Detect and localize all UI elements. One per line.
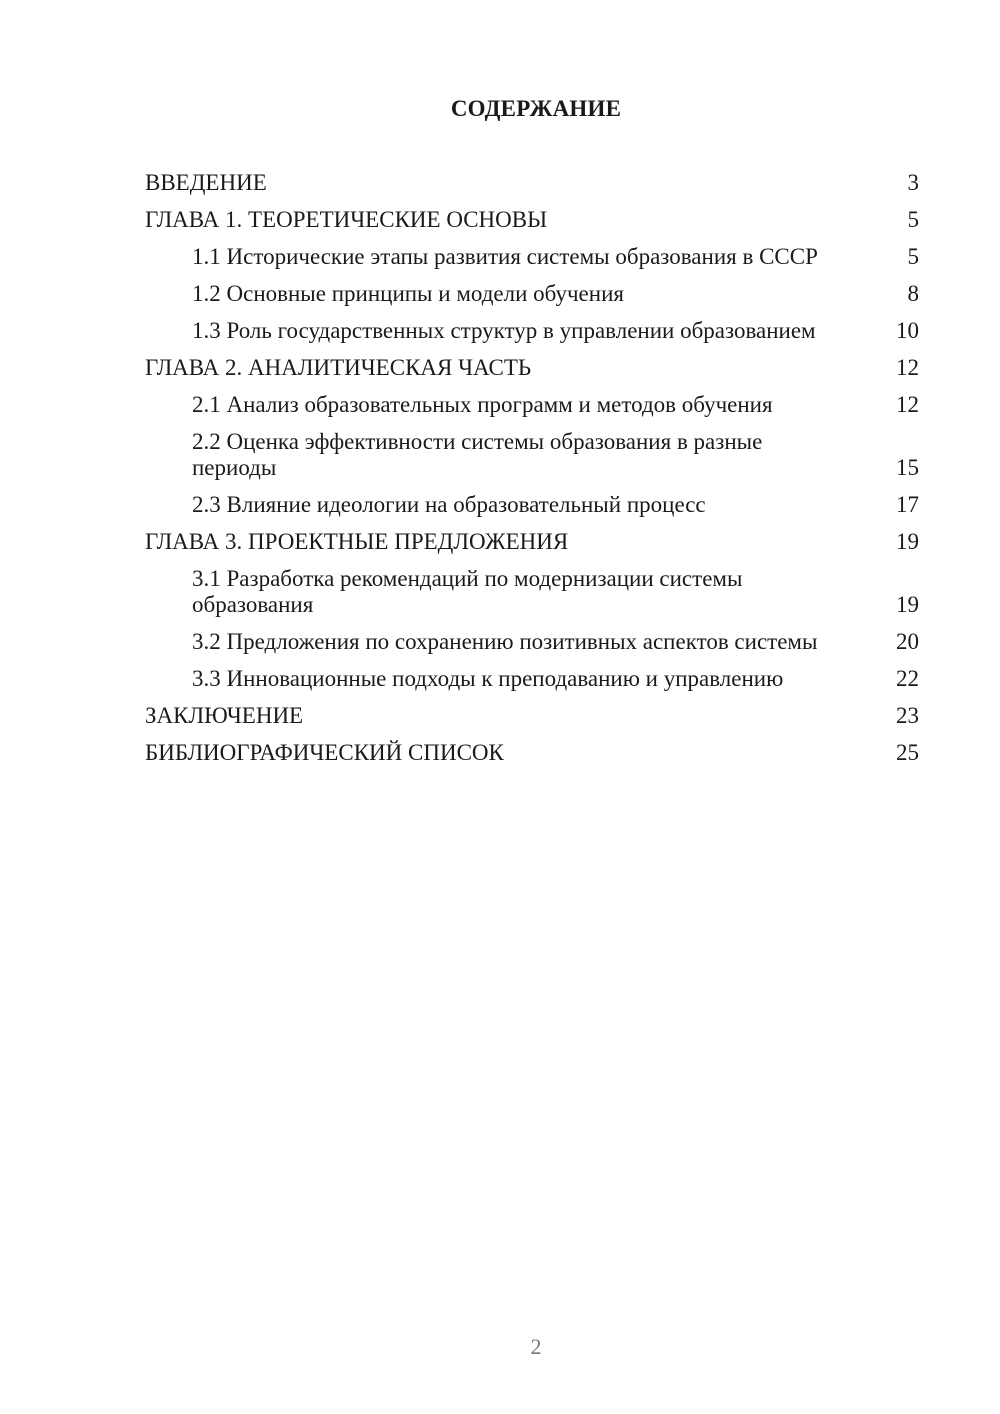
toc-entry-page: 5 (907, 207, 919, 232)
toc-entry-page: 10 (896, 318, 919, 343)
toc-entry-title: 1.1 Исторические этапы развития системы образования в СССР (192, 244, 818, 269)
toc-entry[interactable] (145, 170, 919, 196)
toc-entry[interactable] (145, 281, 919, 307)
toc-entry-title: 2.1 Анализ образовательных программ и методов обучения (192, 392, 773, 417)
toc-entry-title: 3.1 Разработка рекомендаций по модернизации системы образования (192, 566, 743, 617)
toc-entry[interactable] (145, 740, 919, 766)
table-of-contents (145, 170, 919, 777)
toc-entry-page: 23 (896, 703, 919, 728)
page-number: 2 (530, 1334, 542, 1359)
toc-entry-page: 5 (907, 244, 919, 269)
toc-entry-title: БИБЛИОГРАФИЧЕСКИЙ СПИСОК (145, 740, 504, 765)
toc-entry-page: 12 (896, 355, 919, 380)
toc-heading: СОДЕРЖАНИЕ (450, 96, 622, 121)
toc-entry[interactable] (145, 207, 919, 233)
toc-entry-title: ГЛАВА 2. АНАЛИТИЧЕСКАЯ ЧАСТЬ (145, 355, 532, 380)
toc-entry-page: 15 (896, 455, 919, 480)
toc-entry[interactable] (145, 318, 919, 344)
toc-entry[interactable] (145, 529, 919, 555)
toc-entry[interactable] (145, 429, 919, 481)
toc-entry-title: 3.2 Предложения по сохранению позитивных аспектов системы (192, 629, 818, 654)
toc-entry-title: ВВЕДЕНИЕ (145, 170, 267, 195)
toc-entry-page: 3 (907, 170, 919, 195)
toc-entry[interactable] (145, 703, 919, 729)
toc-entry[interactable] (145, 629, 919, 655)
toc-entry[interactable] (145, 244, 919, 270)
toc-entry-page: 17 (896, 492, 919, 517)
toc-entry-page: 12 (896, 392, 919, 417)
toc-entry-title: 1.2 Основные принципы и модели обучения (192, 281, 624, 306)
toc-entry-title: 2.2 Оценка эффективности системы образования в разные периоды (192, 429, 763, 480)
toc-entry-page: 20 (896, 629, 919, 654)
toc-entry[interactable] (145, 492, 919, 518)
toc-entry[interactable] (145, 566, 919, 618)
toc-entry-title: ГЛАВА 1. ТЕОРЕТИЧЕСКИЕ ОСНОВЫ (145, 207, 548, 232)
toc-entry-page: 19 (896, 592, 919, 617)
toc-entry[interactable] (145, 666, 919, 692)
toc-entry[interactable] (145, 392, 919, 418)
toc-entry-title: 2.3 Влияние идеологии на образовательный процесс (192, 492, 706, 517)
toc-entry[interactable] (145, 355, 919, 381)
toc-entry-title: ЗАКЛЮЧЕНИЕ (145, 703, 304, 728)
toc-entry-page: 25 (896, 740, 919, 765)
toc-entry-title: 1.3 Роль государственных структур в управлении образованием (192, 318, 816, 343)
toc-entry-page: 22 (896, 666, 919, 691)
toc-entry-page: 19 (896, 529, 919, 554)
toc-entry-title: 3.3 Инновационные подходы к преподаванию и управлению (192, 666, 784, 691)
toc-entry-page: 8 (907, 281, 919, 306)
toc-entry-title: ГЛАВА 3. ПРОЕКТНЫЕ ПРЕДЛОЖЕНИЯ (145, 529, 569, 554)
